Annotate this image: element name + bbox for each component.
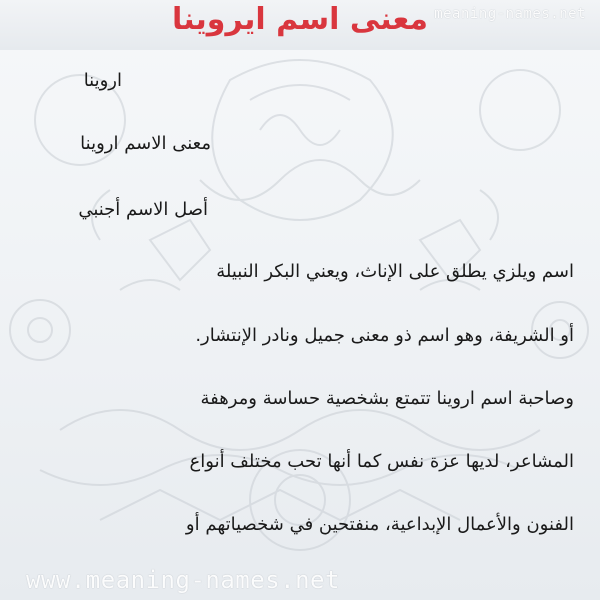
description-line-5: الفنون والأعمال الإبداعية، منفتحين في شخصياتهم أو	[185, 514, 574, 535]
site-watermark-top: meaning-names.net	[434, 6, 586, 22]
site-watermark-bottom: www.meaning-names.net	[26, 566, 340, 594]
name-label: اروينا	[83, 70, 122, 91]
description-line-1: اسم ويلزي يطلق على الإناث، ويعني البكر النبيلة	[216, 261, 574, 282]
origin-label: أصل الاسم أجنبي	[78, 199, 208, 220]
meaning-heading: معنى الاسم اروينا	[80, 133, 211, 154]
description-line-2: أو الشريفة، وهو اسم ذو معنى جميل ونادر الإنتشار.	[195, 325, 574, 346]
description-line-4: المشاعر، لديها عزة نفس كما أنها تحب مختلف أنواع	[189, 451, 574, 472]
page-title: معنى اسم ايروينا	[172, 2, 428, 37]
description-line-3: وصاحبة اسم اروينا تتمتع بشخصية حساسة ومرهفة	[200, 388, 574, 409]
